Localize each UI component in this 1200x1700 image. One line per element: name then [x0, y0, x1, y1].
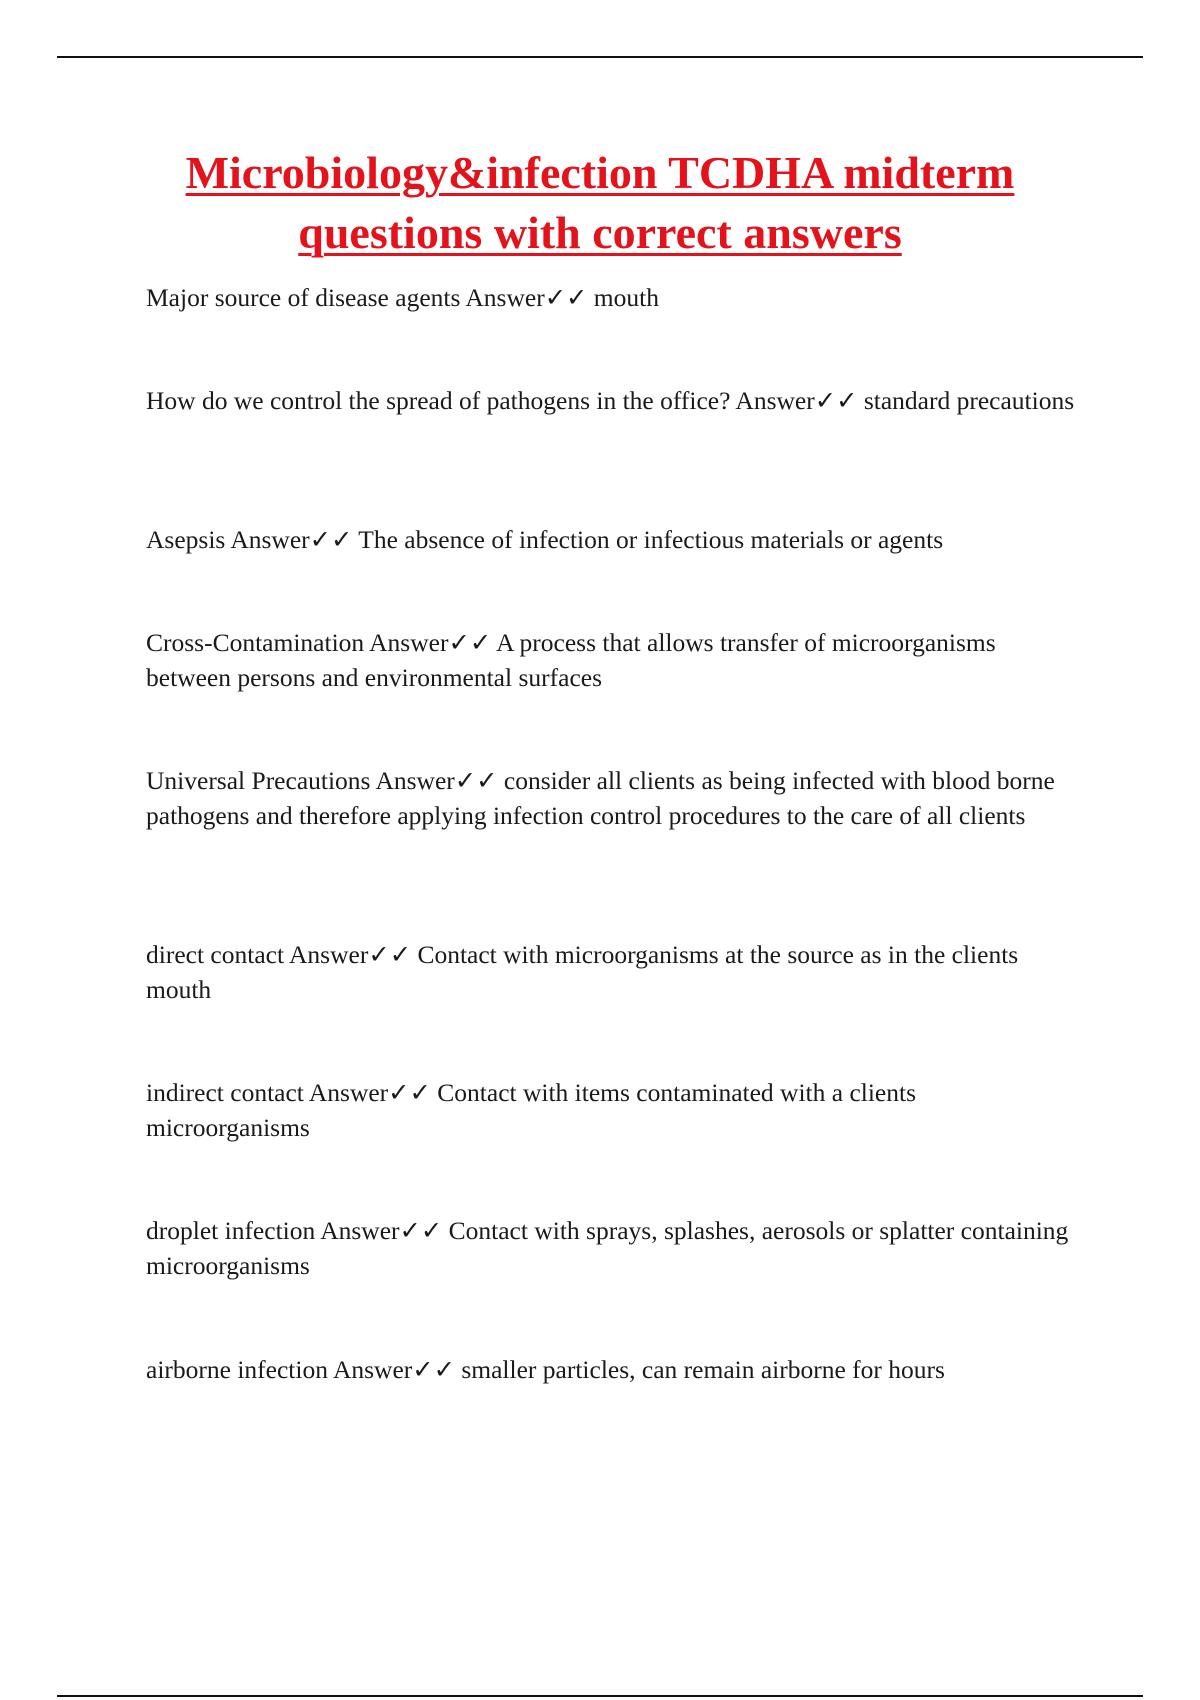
- qa-item: [146, 937, 1086, 1007]
- answer-text: Contact with microorganisms at the source as in the clients mouth: [146, 940, 1019, 1004]
- answer-text: standard precautions: [863, 386, 1075, 415]
- document-title: Microbiology&infection TCDHA midterm questions with correct answers: [185, 147, 1015, 258]
- qa-item: [146, 522, 1086, 557]
- question-text: droplet infection: [146, 1216, 316, 1245]
- qa-item: [146, 1075, 1086, 1145]
- qa-item: [146, 1213, 1086, 1283]
- question-text: indirect contact: [146, 1078, 304, 1107]
- question-text: direct contact: [146, 940, 285, 969]
- bottom-divider: [57, 1695, 1143, 1697]
- answer-text: mouth: [593, 283, 659, 312]
- qa-item: [146, 280, 1086, 315]
- answer-marker: Answer✓✓: [320, 1216, 443, 1245]
- answer-text: A process that allows transfer of microorganisms between persons and environmental surfaces: [146, 628, 996, 692]
- answer-marker: Answer✓✓: [332, 1355, 455, 1384]
- question-text: Universal Precautions: [146, 766, 371, 795]
- question-text: How do we control the spread of pathogens in the office?: [146, 386, 731, 415]
- question-text: Cross-Contamination: [146, 628, 365, 657]
- answer-text: The absence of infection or infectious materials or agents: [358, 525, 944, 554]
- answer-text: consider all clients as being infected with blood borne pathogens and therefore applying infection control procedures to the care of all clients: [146, 766, 1055, 830]
- question-text: Major source of disease agents: [146, 283, 461, 312]
- qa-item: [146, 763, 1086, 833]
- qa-item: [146, 383, 1086, 418]
- answer-text: smaller particles, can remain airborne for hours: [461, 1355, 945, 1384]
- answer-marker: Answer✓✓: [465, 283, 588, 312]
- qa-item: [146, 625, 1086, 695]
- answer-marker: Answer✓✓: [230, 525, 353, 554]
- answer-marker: Answer✓✓: [308, 1078, 431, 1107]
- answer-marker: Answer✓✓: [289, 940, 412, 969]
- qa-item: [146, 1352, 1086, 1387]
- top-divider: [57, 56, 1143, 58]
- answer-text: Contact with sprays, splashes, aerosols or splatter containing microorganisms: [146, 1216, 1069, 1280]
- answer-text: Contact with items contaminated with a clients microorganisms: [146, 1078, 917, 1142]
- answer-marker: Answer✓✓: [369, 628, 492, 657]
- question-text: airborne infection: [146, 1355, 328, 1384]
- question-text: Asepsis: [146, 525, 226, 554]
- answer-marker: Answer✓✓: [735, 386, 858, 415]
- answer-marker: Answer✓✓: [375, 766, 498, 795]
